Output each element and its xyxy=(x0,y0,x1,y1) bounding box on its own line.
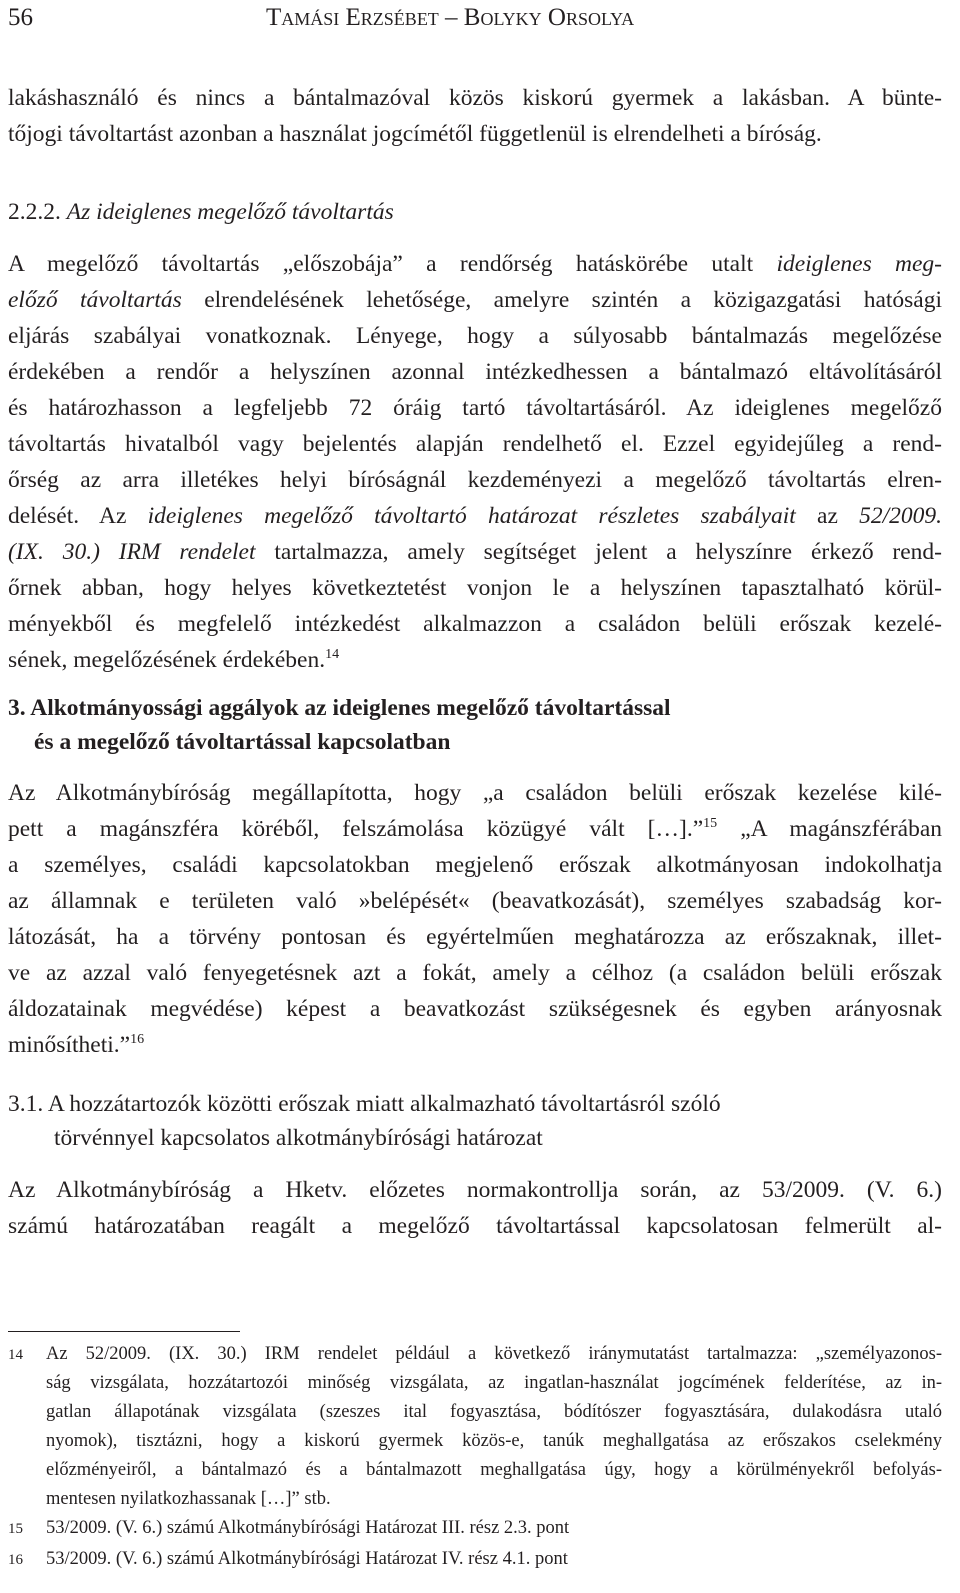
section-number: 3. xyxy=(8,695,26,721)
text-line: számú határozatában reagált a megelőző távoltartással kapcsolatosan felmerült al- xyxy=(8,1213,942,1239)
text-line: az államnak e területen való »belépését« (beavatkozását), személyes szabadság kor- xyxy=(8,888,942,914)
text-line: távoltartás hivatalból vagy bejelentés alapján rendelhető el. Ezzel egyidejűleg a rend- xyxy=(8,431,942,457)
text-line xyxy=(8,642,942,678)
footnote-ref[interactable]: 14 xyxy=(325,647,340,662)
text-line: tőjogi távoltartást azonban a használat jogcímétől függetlenül is elrendelheti a bíróság. xyxy=(8,121,822,147)
text-line: eljárás szabályai vonatkoznak. Lényege, hogy a súlyosabb bántalmazás megelőzése xyxy=(8,323,942,349)
section-heading-3 xyxy=(8,690,942,726)
section-heading-3-1 xyxy=(8,1086,942,1122)
text-line xyxy=(8,534,942,570)
text-run: az xyxy=(817,503,838,529)
section-heading-2-2-2 xyxy=(8,194,942,230)
text-line: Az Alkotmánybíróság megállapította, hogy „a családon belüli erőszak kezelése kilé- xyxy=(8,780,942,806)
text-run: sének, megelőzésének érdekében. xyxy=(8,647,326,673)
italic-run: előző távoltartás xyxy=(8,287,182,313)
footnote-ref[interactable]: 16 xyxy=(130,1032,145,1047)
text-line: lakáshasználó és nincs a bántalmazóval közös kiskorú gyermek a lakásban. A bünte- xyxy=(8,85,942,111)
text-line: áldozatainak megvédése) képest a beavatkozást szükségesnek és egyben arányosnak xyxy=(8,996,942,1022)
footnote-line: ság vizsgálata, hozzátartozói minőség vizsgálata, az ingatlan-használat jogcímének felderítése, az in- xyxy=(46,1373,942,1393)
footnote-line: Az 52/2009. (IX. 30.) IRM rendelet például a következő iránymutatást tartalmazza: „személyazonos- xyxy=(46,1344,942,1364)
text-line: őrség az arra illetékes helyi bíróságnál kezdeményezi a megelőző távoltartás elren- xyxy=(8,467,942,493)
footnote-rule xyxy=(8,1331,240,1332)
italic-run: (IX. 30.) IRM rendelet xyxy=(8,539,256,565)
text-run: pett a magánszféra köréből, felszámolása közügyé vált […].” xyxy=(8,816,704,842)
text-line: és határozhasson a legfeljebb 72 óráig tartó távoltartásáról. Az ideiglenes megelőző xyxy=(8,395,942,421)
italic-run: ideiglenes meg- xyxy=(776,251,943,277)
text-run: elrendelésének lehetősége, amelyre szintén a közigazgatási hatósági xyxy=(204,287,943,313)
text-run: tartalmazza, amely segítséget jelent a helyszínre érkező rend- xyxy=(274,539,943,565)
section-number: 2.2.2. xyxy=(8,199,61,225)
section-title-line: Alkotmányossági aggályok az ideiglenes megelőző távoltartással xyxy=(30,695,671,721)
text-line: látozását, ha a törvény pontosan és egyértelműen meghatározza az erőszaknak, illet- xyxy=(8,924,942,950)
text-line: őrnek abban, hogy helyes következtetést vonjon le a helyszínen tapasztalható körül- xyxy=(8,575,942,601)
footnote-line: nyomok), tisztázni, hogy a kiskorú gyermek közös-e, tanúk meghallgatása az erőszakos cselekmény xyxy=(46,1431,942,1451)
section-heading-3-line-2: és a megelőző távoltartással kapcsolatban xyxy=(34,729,451,755)
footnote-number: 16 xyxy=(8,1552,23,1568)
text-line xyxy=(8,1027,942,1063)
running-head: Tamási Erzsébet – Bolyky Orsolya xyxy=(266,4,635,31)
footnote-line: 53/2009. (V. 6.) számú Alkotmánybírósági Határozat III. rész 2.3. pont xyxy=(46,1518,570,1538)
footnote-number: 15 xyxy=(8,1521,23,1537)
text-line xyxy=(8,498,942,534)
text-line xyxy=(8,811,942,847)
footnote-line: mentesen nyilatkozhassanak […]” stb. xyxy=(46,1489,331,1509)
footnote-line: gatlan állapotának vizsgálata (szeszes ital fogyasztása, bódítószer fogyasztására, dulakodásra utaló xyxy=(46,1402,942,1422)
page-number: 56 xyxy=(8,4,33,31)
text-run: delését. Az xyxy=(8,503,127,529)
footnote-line: előzményeiről, a bántalmazó és a bántalmazott meghallgatása úgy, hogy a körülményekről befolyás- xyxy=(46,1460,942,1480)
text-line: ményekből és megfelelő intézkedést alkalmazzon a családon belüli erőszak kezelé- xyxy=(8,611,942,637)
italic-run: ideiglenes megelőző távoltartó határozat részletes szabályait xyxy=(147,503,796,529)
italic-run: 52/2009. xyxy=(859,503,943,529)
section-title-line: A hozzátartozók közötti erőszak miatt alkalmazható távoltartásról szóló xyxy=(47,1091,721,1117)
text-line: Az Alkotmánybíróság a Hketv. előzetes normakontrollja során, az 53/2009. (V. 6.) xyxy=(8,1177,942,1203)
footnote-number: 14 xyxy=(8,1347,23,1363)
text-run: minősítheti.” xyxy=(8,1032,131,1058)
text-line: érdekében a rendőr a helyszínen azonnal intézkedhessen a bántalmazó eltávolításáról xyxy=(8,359,942,385)
text-line: a személyes, családi kapcsolatokban megjelenő erőszak alkotmányosan indokolhatja xyxy=(8,852,942,878)
text-line: ve az azzal való fenyegetésnek azt a fokát, amely a célhoz (a családon belüli erőszak xyxy=(8,960,942,986)
section-heading-3-1-line-2: törvénnyel kapcsolatos alkotmánybírósági határozat xyxy=(54,1125,543,1151)
text-line xyxy=(8,246,942,282)
section-title: Az ideiglenes megelőző távoltartás xyxy=(66,199,394,225)
text-run: A megelőző távoltartás „előszobája” a rendőrség hatáskörébe utalt xyxy=(8,251,754,277)
text-run: „A magánszférában xyxy=(740,816,943,842)
footnote-ref[interactable]: 15 xyxy=(703,816,718,831)
footnote-line: 53/2009. (V. 6.) számú Alkotmánybírósági Határozat IV. rész 4.1. pont xyxy=(46,1549,568,1569)
section-number: 3.1. xyxy=(8,1091,44,1117)
text-line xyxy=(8,282,942,318)
